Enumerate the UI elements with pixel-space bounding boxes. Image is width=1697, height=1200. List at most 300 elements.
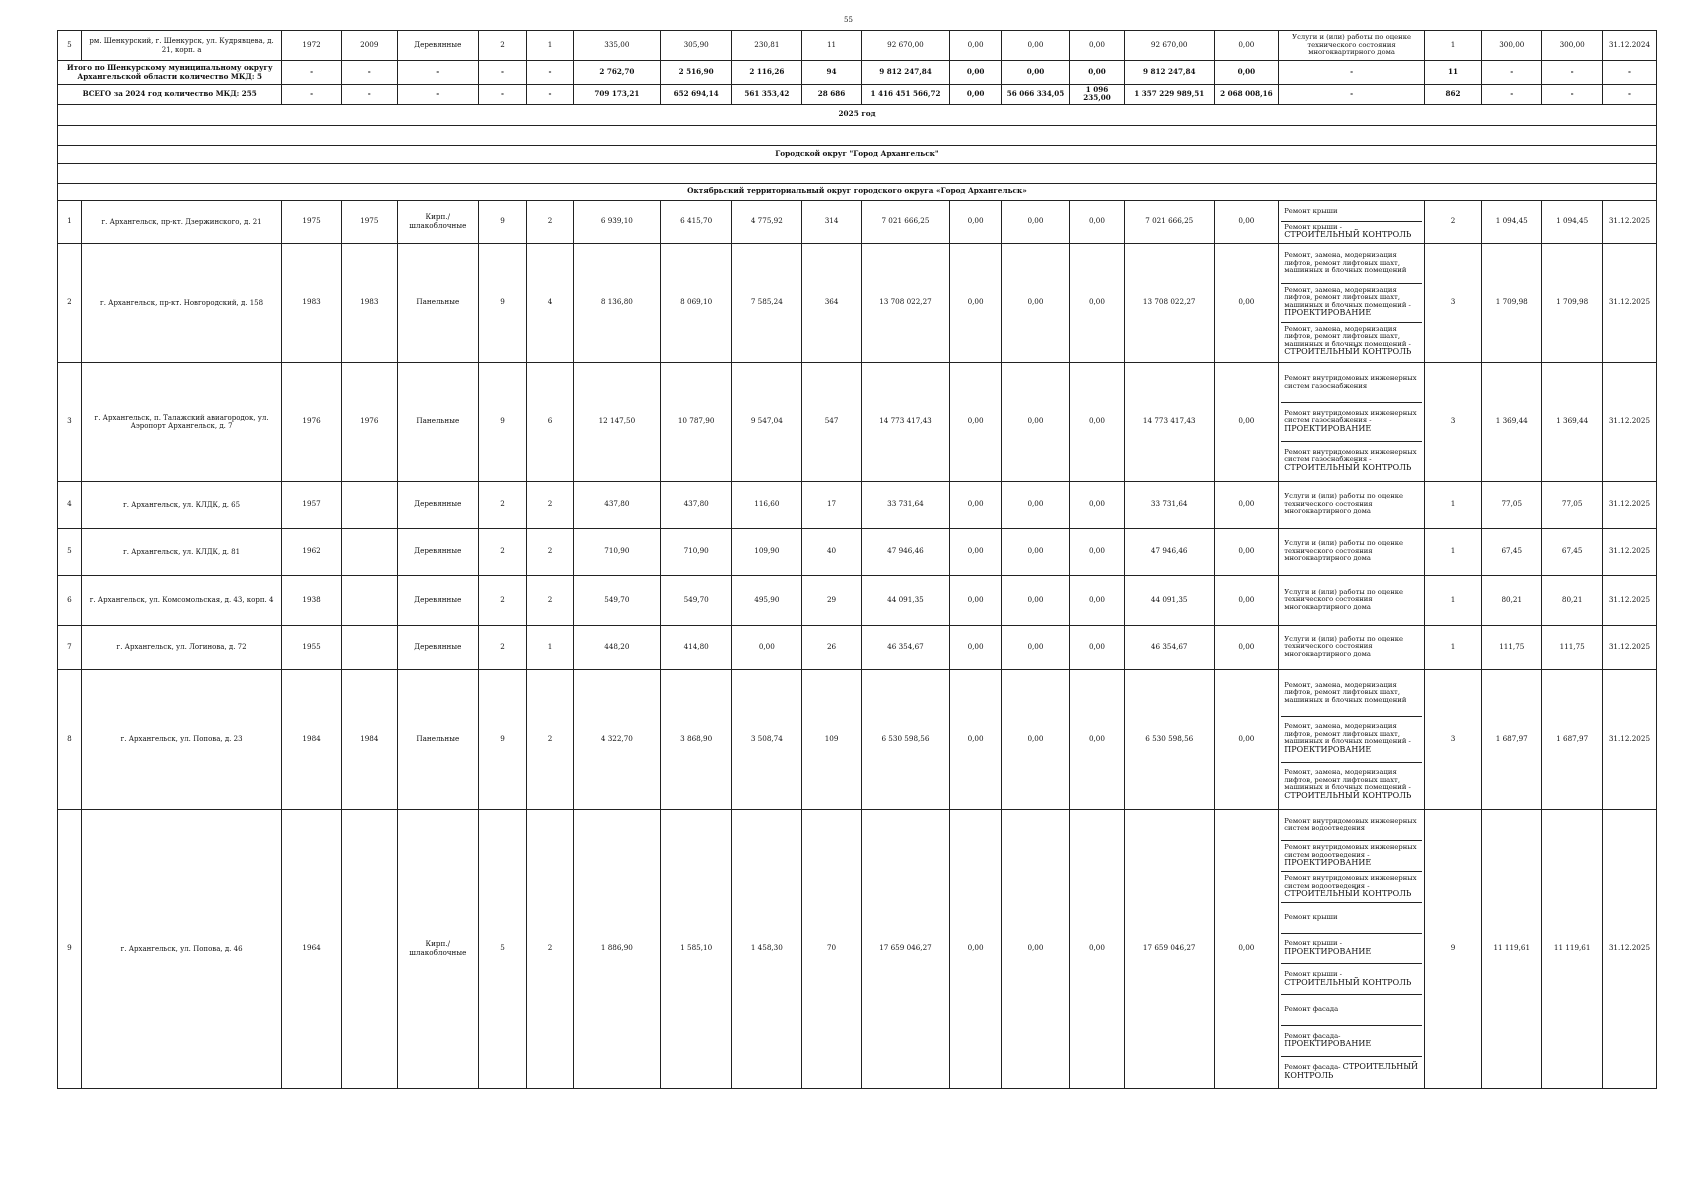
area-residential-cell: 305,90: [661, 31, 732, 61]
address-cell: г. Архангельск, ул. Попова, д. 23: [81, 669, 282, 809]
work-item-text: Ремонт внутридомовых инженерных систем водоотведения -: [1284, 843, 1417, 859]
fund-cell: 0,00: [950, 528, 1002, 575]
budget-municipal-cell: 0,00: [1069, 625, 1124, 669]
dash-cell: -: [478, 85, 527, 105]
cost-total-cell: 9 812 247,84: [861, 61, 949, 85]
table-row: [58, 200, 1657, 243]
work-types-cell: [1279, 362, 1425, 481]
floors-cell: 2: [478, 575, 527, 625]
residents-cell: 70: [802, 809, 861, 1088]
section-row: [58, 125, 1657, 145]
area-owned-cell: 7 585,24: [732, 243, 802, 362]
work-item-text: Ремонт внутридомовых инженерных систем водоотведения -: [1284, 874, 1417, 890]
area-residential-cell: 3 868,90: [661, 669, 732, 809]
dash-cell: -: [1542, 61, 1602, 85]
floors-cell: 2: [478, 528, 527, 575]
deadline-cell: 31.12.2024: [1602, 31, 1656, 61]
table-row: [58, 528, 1657, 575]
deadline-cell: 31.12.2025: [1602, 669, 1656, 809]
table-row: [58, 669, 1657, 809]
row-number: 9: [58, 809, 82, 1088]
area-residential-cell: 437,80: [661, 481, 732, 528]
area-total-cell: 1 886,90: [573, 809, 660, 1088]
area-residential-cell: 652 694,14: [661, 85, 732, 105]
area-owned-cell: 109,90: [732, 528, 802, 575]
year-repair-cell: [341, 575, 397, 625]
work-item-text: Ремонт фасада-: [1284, 1062, 1343, 1071]
dash-cell: -: [527, 85, 573, 105]
deadline-cell: 31.12.2025: [1602, 528, 1656, 575]
work-item: [1281, 530, 1422, 574]
cost-total-cell: 33 731,64: [861, 481, 949, 528]
other-funds-cell: 0,00: [1214, 31, 1279, 61]
area-residential-cell: 549,70: [661, 575, 732, 625]
dash-cell: -: [282, 85, 341, 105]
year-built-cell: 1964: [282, 809, 341, 1088]
city-header: Городской округ "Город Архангельск": [58, 145, 1657, 163]
area-owned-cell: 1 458,30: [732, 809, 802, 1088]
dash-cell: -: [1602, 85, 1656, 105]
year-built-cell: 1962: [282, 528, 341, 575]
wall-material-cell: Деревянные: [397, 528, 478, 575]
budget-municipal-cell: 0,00: [1069, 809, 1124, 1088]
max-cost-cell: 1 369,44: [1542, 362, 1602, 481]
work-item: [1281, 994, 1422, 1025]
fund-cell: 0,00: [950, 85, 1002, 105]
work-item-stage: СТРОИТЕЛЬНЫЙ КОНТРОЛЬ: [1284, 347, 1412, 357]
deadline-cell: 31.12.2025: [1602, 481, 1656, 528]
owners-funds-cell: 17 659 046,27: [1124, 809, 1214, 1088]
other-funds-cell: 0,00: [1214, 200, 1279, 243]
budget-regional-cell: 56 066 334,05: [1001, 85, 1069, 105]
residents-cell: 17: [802, 481, 861, 528]
work-item: [1281, 483, 1422, 527]
row-number: 3: [58, 362, 82, 481]
work-item-text: Ремонт крыши -: [1284, 939, 1342, 948]
budget-regional-cell: 0,00: [1001, 200, 1069, 243]
area-owned-cell: 9 547,04: [732, 362, 802, 481]
row-number: 5: [58, 31, 82, 61]
work-item-text: Ремонт крыши: [1284, 913, 1338, 922]
table-row: [58, 481, 1657, 528]
work-count-cell: 1: [1424, 575, 1481, 625]
spacer-cell: [58, 125, 1657, 145]
dash-cell: -: [341, 61, 397, 85]
work-types-cell: [1279, 625, 1425, 669]
area-owned-cell: 561 353,42: [732, 85, 802, 105]
area-total-cell: 709 173,21: [573, 85, 660, 105]
address-cell: г. Архангельск, ул. Попова, д. 46: [81, 809, 282, 1088]
fund-cell: 0,00: [950, 575, 1002, 625]
wall-material-cell: Панельные: [397, 669, 478, 809]
work-item-stage: СТРОИТЕЛЬНЫЙ КОНТРОЛЬ: [1284, 1061, 1419, 1080]
work-item: [1281, 364, 1422, 402]
address-cell: г. Архангельск, ул. КЛДК, д. 65: [81, 481, 282, 528]
work-item-text: Ремонт, замена, модернизация лифтов, ремонт лифтовых шахт, машинных и блочных помещений: [1284, 680, 1407, 704]
work-item-text: Услуги и (или) работы по оценке технического состояния многоквартирного дома: [1284, 539, 1404, 563]
work-list: [1281, 530, 1422, 574]
work-item-stage: СТРОИТЕЛЬНЫЙ КОНТРОЛЬ: [1284, 462, 1412, 472]
year-repair-cell: [341, 809, 397, 1088]
year-repair-cell: 1984: [341, 669, 397, 809]
deadline-cell: 31.12.2025: [1602, 200, 1656, 243]
area-owned-cell: 4 775,92: [732, 200, 802, 243]
budget-municipal-cell: 0,00: [1069, 669, 1124, 809]
max-cost-cell: 11 119,61: [1542, 809, 1602, 1088]
other-funds-cell: 0,00: [1214, 528, 1279, 575]
year-repair-cell: [341, 528, 397, 575]
work-item-text: Ремонт крыши -: [1284, 222, 1342, 231]
row-number: 7: [58, 625, 82, 669]
work-types-cell: [1279, 243, 1425, 362]
unit-cost-cell: 1 709,98: [1482, 243, 1542, 362]
wall-material-cell: Деревянные: [397, 625, 478, 669]
wall-material-cell: Панельные: [397, 243, 478, 362]
residents-cell: 547: [802, 362, 861, 481]
work-item-stage: ПРОЕКТИРОВАНИЕ: [1284, 1039, 1372, 1049]
table-row: [58, 809, 1657, 1088]
year-repair-cell: [341, 625, 397, 669]
dash-cell: -: [1542, 85, 1602, 105]
residents-cell: 109: [802, 669, 861, 809]
residents-cell: 94: [802, 61, 861, 85]
budget-regional-cell: 0,00: [1001, 669, 1069, 809]
other-funds-cell: 0,00: [1214, 61, 1279, 85]
budget-municipal-cell: 0,00: [1069, 243, 1124, 362]
floors-cell: 2: [478, 625, 527, 669]
year-built-cell: 1983: [282, 243, 341, 362]
entrances-cell: 2: [527, 575, 573, 625]
area-total-cell: 437,80: [573, 481, 660, 528]
other-funds-cell: 0,00: [1214, 481, 1279, 528]
year-built-cell: 1972: [282, 31, 341, 61]
year-repair-cell: 1975: [341, 200, 397, 243]
entrances-cell: 2: [527, 528, 573, 575]
district-header: Октябрьский территориальный округ городского округа «Город Архангельск»: [58, 183, 1657, 200]
other-funds-cell: 0,00: [1214, 575, 1279, 625]
area-total-cell: 4 322,70: [573, 669, 660, 809]
deadline-cell: 31.12.2025: [1602, 575, 1656, 625]
residents-cell: 314: [802, 200, 861, 243]
work-item: [1281, 871, 1422, 902]
row-number: 8: [58, 669, 82, 809]
entrances-cell: 1: [527, 31, 573, 61]
area-owned-cell: 2 116,26: [732, 61, 802, 85]
work-list: [1281, 245, 1422, 361]
owners-funds-cell: 92 670,00: [1124, 31, 1214, 61]
work-list: [1281, 811, 1422, 1087]
work-list: [1281, 671, 1422, 808]
area-residential-cell: 414,80: [661, 625, 732, 669]
budget-regional-cell: 0,00: [1001, 625, 1069, 669]
residents-cell: 29: [802, 575, 861, 625]
year-repair-cell: 1983: [341, 243, 397, 362]
budget-regional-cell: 0,00: [1001, 243, 1069, 362]
subtotal-label: Итого по Шенкурскому муниципальному округу Архангельской области количество МКД: 5: [58, 61, 282, 85]
owners-funds-cell: 7 021 666,25: [1124, 200, 1214, 243]
wall-material-cell: Деревянные: [397, 481, 478, 528]
budget-regional-cell: 0,00: [1001, 528, 1069, 575]
area-residential-cell: 10 787,90: [661, 362, 732, 481]
budget-regional-cell: 0,00: [1001, 809, 1069, 1088]
year-built-cell: 1955: [282, 625, 341, 669]
work-item: [1281, 1056, 1422, 1087]
budget-municipal-cell: 0,00: [1069, 200, 1124, 243]
budget-municipal-cell: 0,00: [1069, 528, 1124, 575]
work-item: [1281, 840, 1422, 871]
cost-total-cell: 6 530 598,56: [861, 669, 949, 809]
cost-total-cell: 47 946,46: [861, 528, 949, 575]
work-item-text: Ремонт внутридомовых инженерных систем водоотведения: [1284, 816, 1417, 833]
residents-cell: 11: [802, 31, 861, 61]
deadline-cell: 31.12.2025: [1602, 362, 1656, 481]
work-item-text: Услуги и (или) работы по оценке технического состояния многоквартирного дома: [1284, 634, 1404, 658]
area-residential-cell: 1 585,10: [661, 809, 732, 1088]
entrances-cell: 2: [527, 200, 573, 243]
work-item: [1281, 1025, 1422, 1056]
dash-cell: -: [478, 61, 527, 85]
work-item: [1281, 933, 1422, 964]
area-total-cell: 448,20: [573, 625, 660, 669]
dash-cell: -: [527, 61, 573, 85]
max-cost-cell: 1 094,45: [1542, 200, 1602, 243]
entrances-cell: 4: [527, 243, 573, 362]
budget-regional-cell: 0,00: [1001, 362, 1069, 481]
unit-cost-cell: 67,45: [1482, 528, 1542, 575]
owners-funds-cell: 6 530 598,56: [1124, 669, 1214, 809]
unit-cost-cell: 1 094,45: [1482, 200, 1542, 243]
fund-cell: 0,00: [950, 243, 1002, 362]
owners-funds-cell: 46 354,67: [1124, 625, 1214, 669]
table-row: [58, 575, 1657, 625]
dash-cell: -: [282, 61, 341, 85]
work-item-text: Ремонт внутридомовых инженерных систем газоснабжения: [1284, 374, 1417, 390]
address-cell: г. Архангельск, ул. КЛДК, д. 81: [81, 528, 282, 575]
year-built-cell: 1984: [282, 669, 341, 809]
deadline-cell: 31.12.2025: [1602, 809, 1656, 1088]
wall-material-cell: Панельные: [397, 362, 478, 481]
budget-municipal-cell: 1 096 235,00: [1069, 85, 1124, 105]
work-item: [1281, 627, 1422, 668]
work-item-stage: СТРОИТЕЛЬНЫЙ КОНТРОЛЬ: [1284, 977, 1412, 987]
max-cost-cell: 67,45: [1542, 528, 1602, 575]
work-item-text: Ремонт, замена, модернизация лифтов, ремонт лифтовых шахт, машинных и блочных помещений -: [1284, 722, 1411, 746]
work-item: [1281, 283, 1422, 322]
area-owned-cell: 230,81: [732, 31, 802, 61]
section-row: [58, 145, 1657, 163]
row-number: 6: [58, 575, 82, 625]
row-number: 1: [58, 200, 82, 243]
work-count-cell: 3: [1424, 669, 1481, 809]
dash-cell: -: [1482, 61, 1542, 85]
address-cell: г. Архангельск, ул. Комсомольская, д. 43, корп. 4: [81, 575, 282, 625]
work-item-text: Ремонт, замена, модернизация лифтов, ремонт лифтовых шахт, машинных и блочных помещений -: [1284, 324, 1411, 348]
cost-total-cell: 44 091,35: [861, 575, 949, 625]
entrances-cell: 6: [527, 362, 573, 481]
address-cell: г. Архангельск, пр-кт. Новгородский, д. 158: [81, 243, 282, 362]
work-count-cell: 3: [1424, 243, 1481, 362]
year-header: 2025 год: [58, 104, 1657, 125]
wall-material-cell: Кирп./шлакоблочные: [397, 200, 478, 243]
max-cost-cell: 111,75: [1542, 625, 1602, 669]
other-funds-cell: 0,00: [1214, 669, 1279, 809]
fund-cell: 0,00: [950, 481, 1002, 528]
work-item: [1281, 441, 1422, 480]
work-item-stage: ПРОЕКТИРОВАНИЕ: [1284, 423, 1372, 433]
work-item-text: Услуги и (или) работы по оценке технического состояния многоквартирного дома: [1284, 587, 1404, 611]
floors-cell: 5: [478, 809, 527, 1088]
work-item-stage: СТРОИТЕЛЬНЫЙ КОНТРОЛЬ: [1284, 889, 1412, 899]
work-item-stage: СТРОИТЕЛЬНЫЙ КОНТРОЛЬ: [1284, 790, 1412, 800]
work-count-cell: 9: [1424, 809, 1481, 1088]
work-item: [1281, 716, 1422, 762]
work-item-text: Услуги и (или) работы по оценке технического состояния многоквартирного дома: [1284, 492, 1404, 516]
area-residential-cell: 6 415,70: [661, 200, 732, 243]
floors-cell: 2: [478, 31, 527, 61]
work-item: [1281, 811, 1422, 841]
area-owned-cell: 0,00: [732, 625, 802, 669]
work-count-cell: 1: [1424, 31, 1481, 61]
page-number: 55: [844, 16, 853, 24]
budget-municipal-cell: 0,00: [1069, 61, 1124, 85]
row-number: 4: [58, 481, 82, 528]
year-built-cell: 1938: [282, 575, 341, 625]
year-built-cell: 1975: [282, 200, 341, 243]
address-cell: рм. Шенкурский, г. Шенкурск, ул. Кудрявцева, д. 21, корп. а: [81, 31, 282, 61]
work-count-cell: 2: [1424, 200, 1481, 243]
area-total-cell: 549,70: [573, 575, 660, 625]
work-count-cell: 3: [1424, 362, 1481, 481]
floors-cell: 9: [478, 243, 527, 362]
work-types-cell: [1279, 575, 1425, 625]
work-item-text: Ремонт фасада: [1284, 1005, 1339, 1014]
capital-repair-register-table: [57, 30, 1657, 1089]
cost-total-cell: 13 708 022,27: [861, 243, 949, 362]
work-list: [1281, 483, 1422, 527]
year-built-cell: 1976: [282, 362, 341, 481]
work-item: [1281, 963, 1422, 994]
row-number: 5: [58, 528, 82, 575]
work-item-stage: СТРОИТЕЛЬНЫЙ КОНТРОЛЬ: [1284, 230, 1412, 240]
cost-total-cell: 7 021 666,25: [861, 200, 949, 243]
work-item: [1281, 202, 1422, 222]
fund-cell: 0,00: [950, 61, 1002, 85]
budget-municipal-cell: 0,00: [1069, 575, 1124, 625]
area-residential-cell: 8 069,10: [661, 243, 732, 362]
work-list: [1281, 202, 1422, 242]
section-row: [58, 163, 1657, 183]
unit-cost-cell: 111,75: [1482, 625, 1542, 669]
owners-funds-cell: 1 357 229 989,51: [1124, 85, 1214, 105]
work-types-cell: [1279, 669, 1425, 809]
work-type-cell: Услуги и (или) работы по оценке технического состояния многоквартирного дома: [1279, 31, 1425, 61]
row-number: 2: [58, 243, 82, 362]
total-row: [58, 85, 1657, 105]
entrances-cell: 1: [527, 625, 573, 669]
cost-total-cell: 14 773 417,43: [861, 362, 949, 481]
unit-cost-cell: 77,05: [1482, 481, 1542, 528]
work-types-cell: [1279, 809, 1425, 1088]
fund-cell: 0,00: [950, 809, 1002, 1088]
unit-cost-cell: 1 369,44: [1482, 362, 1542, 481]
work-item-stage: ПРОЕКТИРОВАНИЕ: [1284, 744, 1372, 754]
work-item: [1281, 671, 1422, 716]
other-funds-cell: 0,00: [1214, 362, 1279, 481]
wall-material-cell: Деревянные: [397, 31, 478, 61]
area-total-cell: 335,00: [573, 31, 660, 61]
owners-funds-cell: 14 773 417,43: [1124, 362, 1214, 481]
dash-cell: -: [397, 61, 478, 85]
work-item-text: Ремонт фасада-: [1284, 1031, 1341, 1040]
floors-cell: 9: [478, 200, 527, 243]
work-item-text: Ремонт крыши: [1284, 206, 1338, 215]
max-cost-cell: 1 709,98: [1542, 243, 1602, 362]
entrances-cell: 2: [527, 481, 573, 528]
address-cell: г. Архангельск, п. Талажский авиагородок, ул. Аэропорт Архангельск, д. 7: [81, 362, 282, 481]
year-repair-cell: 2009: [341, 31, 397, 61]
work-item: [1281, 245, 1422, 283]
budget-municipal-cell: 0,00: [1069, 31, 1124, 61]
area-residential-cell: 710,90: [661, 528, 732, 575]
unit-cost-cell: 300,00: [1482, 31, 1542, 61]
dash-cell: -: [1279, 85, 1425, 105]
max-cost-cell: 1 687,97: [1542, 669, 1602, 809]
work-item: [1281, 322, 1422, 361]
area-total-cell: 12 147,50: [573, 362, 660, 481]
area-total-cell: 2 762,70: [573, 61, 660, 85]
work-item-text: Ремонт внутридомовых инженерных систем газоснабжения -: [1284, 447, 1417, 464]
dash-cell: -: [397, 85, 478, 105]
work-item: [1281, 762, 1422, 808]
owners-funds-cell: 33 731,64: [1124, 481, 1214, 528]
work-types-cell: [1279, 200, 1425, 243]
wall-material-cell: Деревянные: [397, 575, 478, 625]
deadline-cell: 31.12.2025: [1602, 625, 1656, 669]
fund-cell: 0,00: [950, 31, 1002, 61]
work-types-cell: [1279, 481, 1425, 528]
floors-cell: 2: [478, 481, 527, 528]
entrances-cell: 2: [527, 669, 573, 809]
work-types-cell: [1279, 528, 1425, 575]
other-funds-cell: 2 068 008,16: [1214, 85, 1279, 105]
cost-total-cell: 1 416 451 566,72: [861, 85, 949, 105]
work-count-cell: 1: [1424, 625, 1481, 669]
year-built-cell: 1957: [282, 481, 341, 528]
unit-cost-cell: 11 119,61: [1482, 809, 1542, 1088]
area-total-cell: 6 939,10: [573, 200, 660, 243]
work-item: [1281, 221, 1422, 242]
wall-material-cell: Кирп./шлакоблочные: [397, 809, 478, 1088]
budget-regional-cell: 0,00: [1001, 61, 1069, 85]
work-list: [1281, 364, 1422, 480]
spacer-cell: [58, 163, 1657, 183]
address-cell: г. Архангельск, пр-кт. Дзержинского, д. 21: [81, 200, 282, 243]
section-row: [58, 183, 1657, 200]
residents-cell: 40: [802, 528, 861, 575]
other-funds-cell: 0,00: [1214, 809, 1279, 1088]
dash-cell: -: [341, 85, 397, 105]
work-item-stage: ПРОЕКТИРОВАНИЕ: [1284, 946, 1372, 956]
area-residential-cell: 2 516,90: [661, 61, 732, 85]
dash-cell: -: [1279, 61, 1425, 85]
floors-cell: 9: [478, 362, 527, 481]
year-repair-cell: [341, 481, 397, 528]
work-item-stage: ПРОЕКТИРОВАНИЕ: [1284, 308, 1372, 318]
work-count-cell: 1: [1424, 528, 1481, 575]
owners-funds-cell: 9 812 247,84: [1124, 61, 1214, 85]
budget-municipal-cell: 0,00: [1069, 481, 1124, 528]
owners-funds-cell: 44 091,35: [1124, 575, 1214, 625]
